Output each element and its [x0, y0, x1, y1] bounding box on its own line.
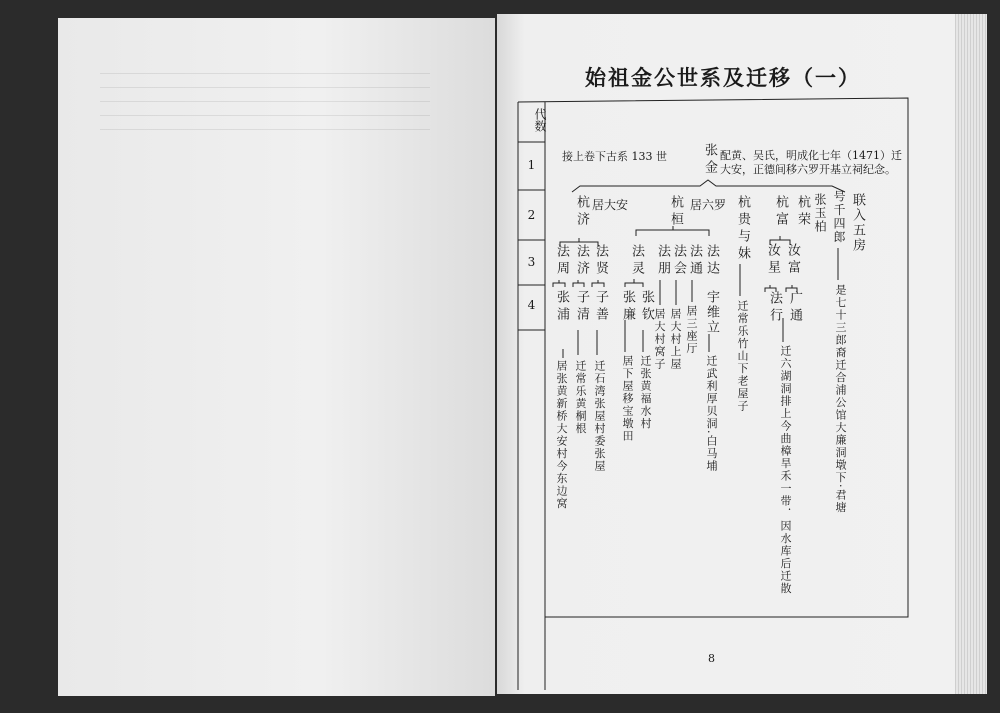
node: 杭贵与妹 — [735, 195, 750, 263]
node: 联入五房 — [850, 193, 865, 253]
node: 张廉 — [620, 290, 635, 324]
gen-row-3: 3 — [527, 255, 536, 269]
node: 法灵 — [629, 244, 644, 278]
gen-row-1: 1 — [527, 158, 536, 172]
node: 张浦 — [554, 290, 569, 324]
node: 子善 — [593, 290, 608, 324]
node: 法周 — [554, 244, 569, 278]
node: 杭桓 — [668, 195, 683, 229]
node-note: 迁石湾张屋村委张屋 — [593, 360, 606, 473]
node-note: 居张黄新桥大安村今东边窝 — [555, 360, 568, 510]
node: 法贤 — [593, 244, 608, 278]
node-note: 居三座厅 — [685, 305, 698, 355]
node-note: 居六罗 — [690, 198, 727, 212]
node-note: 居大村窝子 — [653, 308, 666, 371]
node-note: 居大村上屋 — [669, 308, 682, 371]
gen1-name: 张金 — [702, 143, 717, 177]
node: 号千四郎 — [832, 190, 846, 244]
node-note: 居下屋移宝墩田 — [621, 355, 634, 443]
node: 张玉柏 — [813, 193, 827, 234]
node-note: 居大安 — [592, 198, 629, 212]
node-note: 迁常乐竹山下老屋子 — [736, 300, 749, 413]
node: 法朋 — [655, 244, 670, 278]
gen-column-header: 代数 — [533, 108, 547, 132]
node: 法行 — [767, 291, 782, 325]
node-note: 是七十三郎裔迁合浦公馆大廉洞墩下·君塘 — [834, 284, 847, 514]
gen-row-2: 2 — [527, 208, 536, 222]
gen1-note-left: 接上卷下古系 133 世 — [562, 150, 667, 163]
node: 法济 — [574, 244, 589, 278]
node: 杭富 — [773, 195, 788, 229]
node: 杭荣 — [795, 195, 810, 229]
node: 子清 — [574, 290, 589, 324]
gen1-note-line1: 配黄、吴氏，明成化七年（1471）迁 — [720, 149, 902, 162]
node-note: 迁张黄福水村 — [639, 355, 652, 430]
node: 法会 — [671, 244, 686, 278]
node-note: 迁六湖洞排上今曲樟旱禾一带．因水库后迁散 — [779, 345, 792, 595]
page-number: 8 — [708, 652, 715, 665]
node: 宇维立 — [704, 290, 719, 335]
node-note: 迁武利厚贝洞.白马埔 — [705, 355, 718, 473]
node: 广通 — [787, 291, 802, 325]
node: 汝星 — [765, 243, 780, 277]
gen1-note-line2: 大安，正德间移六罗开基立祠纪念。 — [720, 163, 896, 176]
node: 法达 — [704, 244, 719, 278]
gen-row-4: 4 — [527, 298, 536, 312]
page-title: 始祖金公世系及迁移（一） — [585, 65, 861, 90]
node: 法通 — [687, 244, 702, 278]
node: 杭济 — [574, 195, 589, 229]
node-note: 迁常乐黄桐根 — [574, 360, 587, 435]
node: 汝富 — [785, 243, 800, 277]
node: 张钦 — [639, 290, 654, 324]
